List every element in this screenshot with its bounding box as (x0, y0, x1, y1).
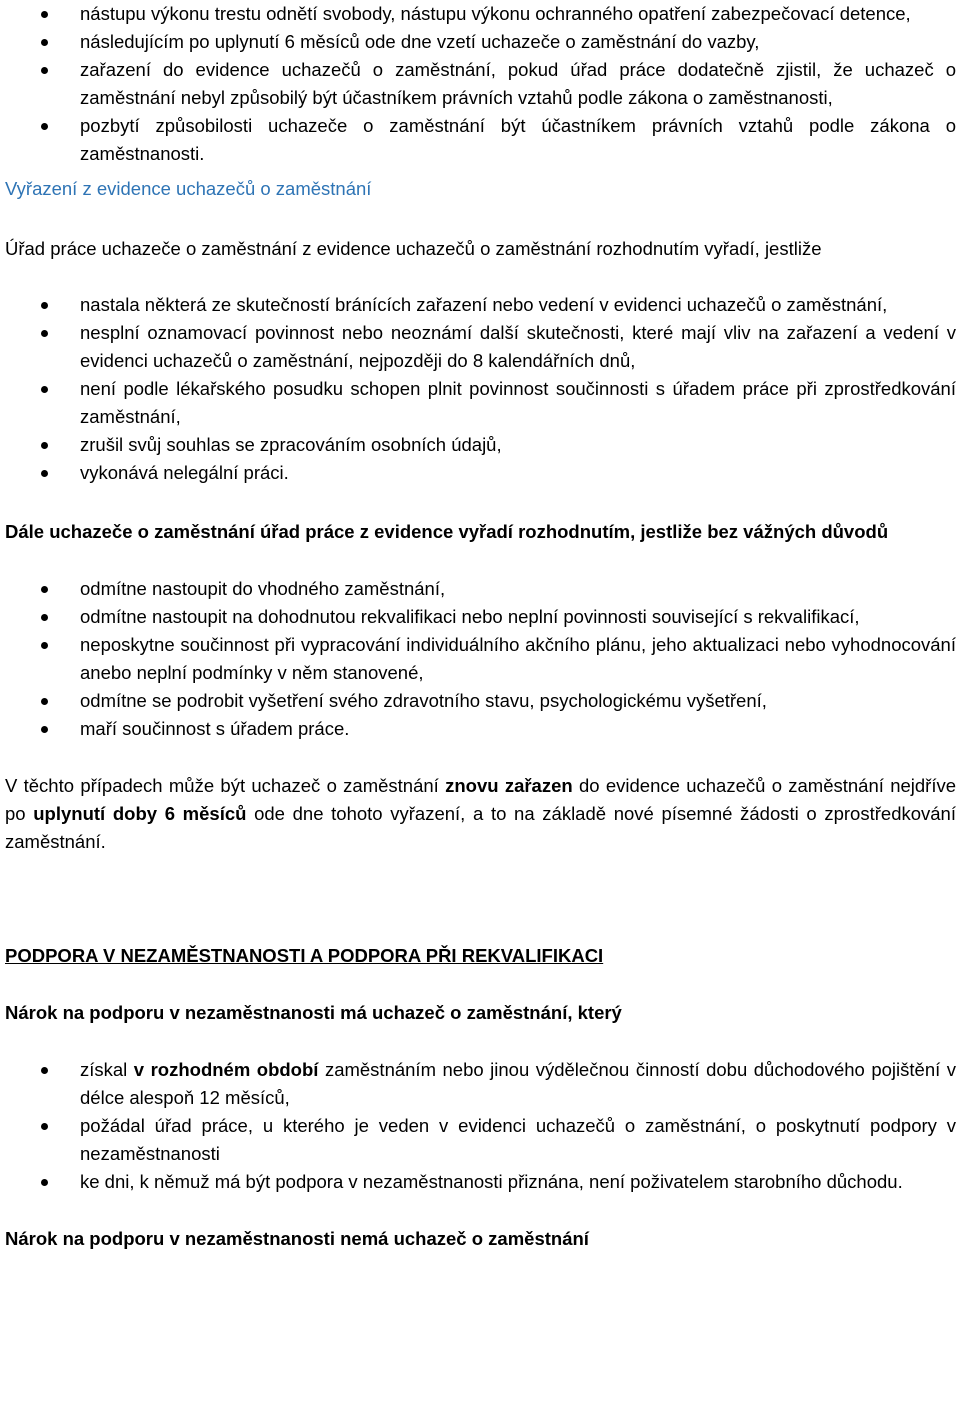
bullet-icon (41, 470, 48, 477)
list-item: pozbytí způsobilosti uchazeče o zaměstnání být účastníkem právních vztahů podle zákona o zaměstnanosti. (80, 112, 956, 168)
bullet-icon (41, 1067, 48, 1074)
paragraph-removal-without-reason: Dále uchazeče o zaměstnání úřad práce z evidence vyřadí rozhodnutím, jestliže bez vážných důvodů (5, 521, 889, 542)
bullet-icon (41, 11, 48, 18)
bullet-icon (41, 642, 48, 649)
list-item: neposkytne součinnost při vypracování individuálního akčního plánu, jeho aktualizaci nebo vyhodnocování anebo neplní podmínky v něm stanovené, (80, 631, 956, 687)
section-heading-unemployment-support: PODPORA V NEZAMĚSTNANOSTI A PODPORA PŘI REKVALIFIKACI (5, 945, 604, 966)
list-item: odmítne nastoupit na dohodnutou rekvalifikaci nebo neplní povinnosti související s rekvalifikací, (80, 603, 956, 631)
list-item: zařazení do evidence uchazečů o zaměstnání, pokud úřad práce dodatečně zjistil, že uchazeč o zaměstnání nebyl způsobilý být účastníkem právních vztahů podle zákona o zaměstnanosti, (80, 56, 956, 112)
paragraph-no-claim-heading: Nárok na podporu v nezaměstnanosti nemá uchazeč o zaměstnání (5, 1228, 589, 1249)
emphasis-decisive-period: v rozhodném období (133, 1059, 319, 1080)
list-item: nesplní oznamovací povinnost nebo neoznámí další skutečnosti, které mají vliv na zařazení a vedení v evidenci uchazečů o zaměstnání, nejpozději do 8 kalendářních dnů, (80, 319, 956, 375)
list-item: nástupu výkonu trestu odnětí svobody, nástupu výkonu ochranného opatření zabezpečovací detence, (80, 0, 956, 28)
list-item: maří součinnost s úřadem práce. (80, 715, 956, 743)
list-item: odmítne nastoupit do vhodného zaměstnání, (80, 575, 956, 603)
bullet-icon (41, 1123, 48, 1130)
section-heading-removal: Vyřazení z evidence uchazečů o zaměstnání (5, 178, 372, 199)
bullet-icon (41, 442, 48, 449)
bullet-icon (41, 123, 48, 130)
list-item: vykonává nelegální práci. (80, 459, 956, 487)
list-item: požádal úřad práce, u kterého je veden v evidenci uchazečů o zaměstnání, o poskytnutí podpory v nezaměstnanosti (80, 1112, 956, 1168)
bullet-icon (41, 330, 48, 337)
list-item: není podle lékařského posudku schopen plnit povinnost součinnosti s úřadem práce při zprostředkování zaměstnání, (80, 375, 956, 431)
bullet-list-claim-conditions (5, 1056, 956, 1196)
bullet-icon (41, 39, 48, 46)
emphasis-re-registered: znovu zařazen (445, 775, 573, 796)
list-item: nastala některá ze skutečností bránících zařazení nebo vedení v evidenci uchazečů o zaměstnání, (80, 291, 956, 319)
list-item: ke dni, k němuž má být podpora v nezaměstnanosti přiznána, není poživatelem starobního důchodu. (80, 1168, 956, 1196)
paragraph-claim-heading: Nárok na podporu v nezaměstnanosti má uchazeč o zaměstnání, který (5, 1002, 622, 1023)
list-item: následujícím po uplynutí 6 měsíců ode dne vzetí uchazeče o zaměstnání do vazby, (80, 28, 956, 56)
bullet-icon (41, 698, 48, 705)
bullet-icon (41, 726, 48, 733)
emphasis-six-months: uplynutí doby 6 měsíců (33, 803, 247, 824)
bullet-icon (41, 386, 48, 393)
paragraph-removal-intro: Úřad práce uchazeče o zaměstnání z evidence uchazečů o zaměstnání rozhodnutím vyřadí, jestliže (5, 238, 822, 259)
bullet-icon (41, 302, 48, 309)
bullet-icon (41, 67, 48, 74)
bullet-icon (41, 614, 48, 621)
list-item: získal v rozhodném období zaměstnáním nebo jinou výdělečnou činností dobu důchodového pojištění v délce alespoň 12 měsíců, (80, 1056, 956, 1112)
list-item: zrušil svůj souhlas se zpracováním osobních údajů, (80, 431, 956, 459)
list-item: odmítne se podrobit vyšetření svého zdravotního stavu, psychologickému vyšetření, (80, 687, 956, 715)
bullet-icon (41, 1179, 48, 1186)
bullet-list-removal-dates (5, 0, 956, 168)
paragraph-re-registration: V těchto případech může být uchazeč o zaměstnání znovu zařazen do evidence uchazečů o zaměstnání nejdříve po uplynutí doby 6 měsíců ode dne tohoto vyřazení, a to na základě nové písemné žádosti o zprostředkování zaměstnání. (5, 775, 957, 852)
bullet-list-removal-reasons (5, 291, 956, 487)
bullet-list-removal-without-reason (5, 575, 956, 743)
bullet-icon (41, 586, 48, 593)
